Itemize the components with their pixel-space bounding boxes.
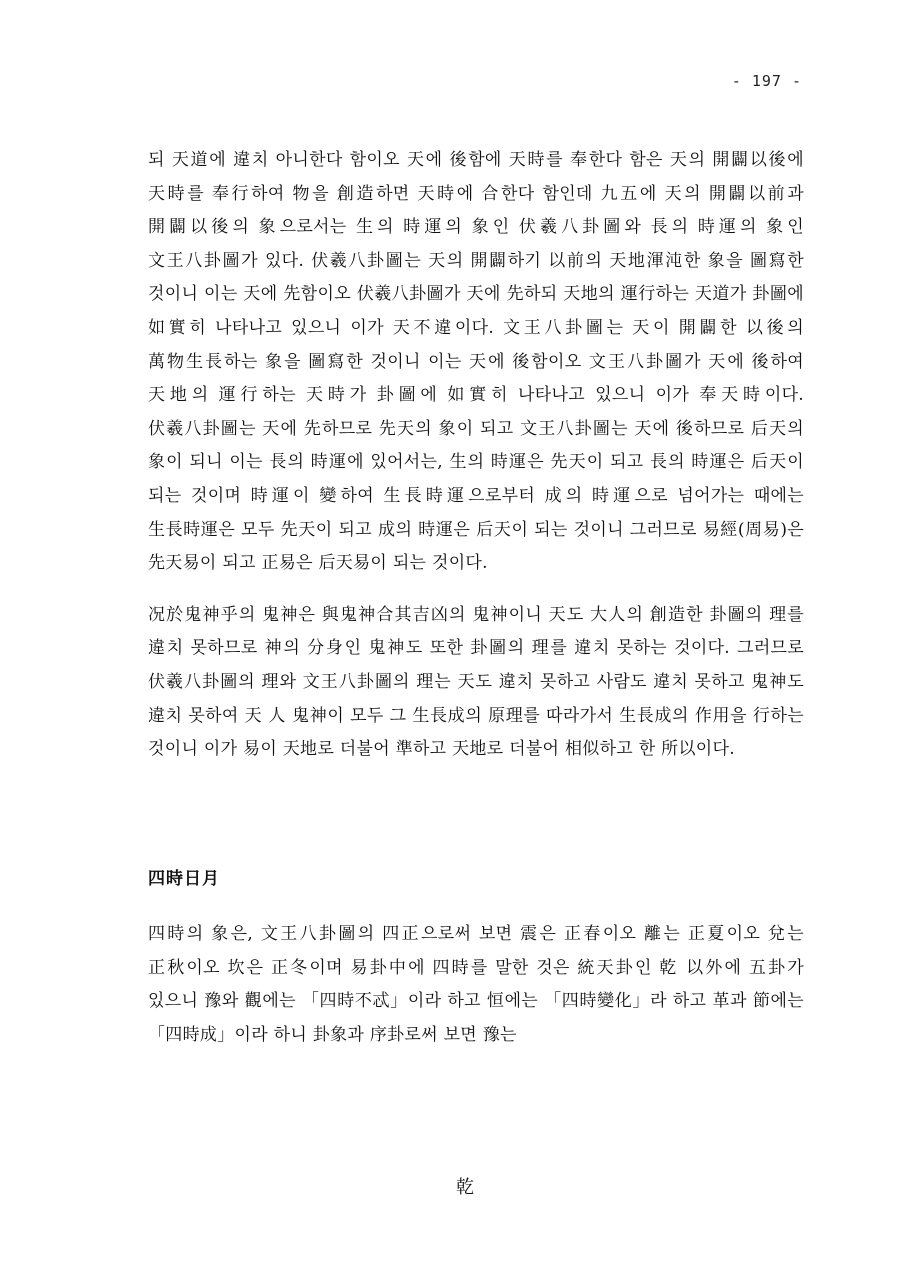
section-paragraph: 四時의 象은, 文王八卦圖의 四正으로써 보면 震은 正春이오 離는 正夏이오 兌는 正秋이오 坎은 正冬이며 易卦中에 四時를 말한 것은 統天卦인 乾 以外에 五卦가 있으니 豫와 觀에는 「四時不忒」이라 하고 恒에는 「四時變化」라 하고 革과 節에는 「四時成」이라 하니 卦象과 序卦로써 보면 豫는: [148, 924, 804, 1046]
paragraph-2: 况於鬼神乎의 鬼神은 與鬼神合其吉凶의 鬼神이니 天도 大人의 創造한 卦圖의 理를 違치 못하므로 神의 分身인 鬼神도 또한 卦圖의 理를 違치 못하는 것이다. 그러므로 伏羲八卦圖의 理와 文王八卦圖의 理는 天도 違치 못하고 사람도 違치 못하고 鬼神도 違치 못하여 天 人 鬼神이 모두 그 生長成의 原理를 따라가서 生長成의 作用을 行하는 것이니 이가 易이 天地로 더불어 準하고 天地로 더불어 相似하고 한 所以이다.: [148, 604, 804, 760]
page-number: - 197 -: [731, 72, 802, 90]
paragraph-gap: [148, 581, 804, 599]
document-body: [148, 144, 804, 1053]
section-gap: [148, 767, 804, 863]
section-heading: 四時日月: [148, 868, 220, 889]
paragraph-1: 되 天道에 違치 아니한다 함이오 天에 後함에 天時를 奉한다 함은 天의 開闢以後에 天時를 奉行하여 物을 創造하면 天時에 合한다 함인데 九五에 天의 開闢以前과 開闢以後의 象으로서는 生의 時運의 象인 伏羲八卦圖와 長의 時運의 象인 文王八卦圖가 있다. 伏羲八卦圖는 天의 開闢하기 以前의 天地渾沌한 象을 圖寫한 것이니 이는 天에 先함이오 伏羲八卦圖가 天에 先하되 天地의 運行하는 天道가 卦圖에 如實히 나타나고 있으니 이가 天不違이다. 文王八卦圖는 天이 開闢한 以後의 萬物生長하는 象을 圖寫한 것이니 이는 天에 後함이오 文王八卦圖가 天에 後하여 天地의 運行하는 天時가 卦圖에 如實히 나타나고 있으니 이가 奉天時이다. 伏羲八卦圖는 天에 先하므로 先天의 象이 되고 文王八卦圖는 天에 後하므로 后天의 象이 되니 이는 長의 時運에 있어서는, 生의 時運은 先天이 되고 長의 時運은 后天이 되는 것이며 時運이 變하여 生長時運으로부터 成의 時運으로 넘어가는 때에는 生長時運은 모두 先天이 되고 成의 時運은 后天이 되는 것이니 그러므로 易經(周易)은 先天易이 되고 正易은 后天易이 되는 것이다.: [148, 150, 804, 574]
footer-label: 乾: [456, 1177, 474, 1198]
heading-gap: [148, 896, 804, 918]
